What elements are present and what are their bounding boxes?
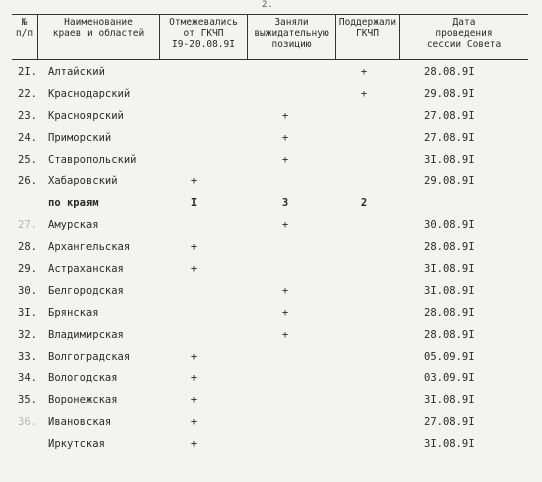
table-row [12, 128, 528, 150]
region-name: Алтайский [48, 66, 105, 78]
disassociated-mark: + [190, 438, 198, 451]
region-name: Воронежская [48, 394, 118, 407]
table-row [12, 259, 528, 281]
table-row [12, 434, 528, 456]
row-number: 36. [18, 416, 37, 429]
session-date: 27.08.9I [424, 416, 475, 429]
table-row [12, 237, 528, 259]
region-name: Ивановская [48, 416, 112, 429]
table-row [12, 62, 528, 84]
session-date: 29.08.9I [424, 175, 475, 188]
table-row [12, 412, 528, 434]
row-number: 23. [18, 109, 37, 122]
region-name: Владимирская [48, 328, 124, 341]
row-number: 32. [18, 328, 37, 341]
row-number: 3I. [18, 306, 37, 319]
region-name: Приморский [48, 131, 112, 144]
row-number: 30. [18, 284, 37, 297]
row-number: 25. [18, 153, 37, 166]
session-date: 3I.08.9I [424, 153, 475, 166]
session-date: 3I.08.9I [424, 394, 475, 407]
disassociated-mark: + [190, 394, 198, 407]
session-date: 30.08.9I [424, 219, 475, 232]
table-row [12, 368, 528, 390]
region-name: Вологодская [48, 372, 118, 385]
session-date: 28.08.9I [424, 66, 475, 78]
region-name: по краям [48, 197, 99, 210]
wait-and-see-mark: + [281, 328, 289, 341]
disassociated-mark: + [190, 175, 198, 188]
table-header [12, 14, 528, 60]
row-number: 34. [18, 372, 37, 385]
region-name: Хабаровский [48, 175, 118, 188]
wait-and-see-mark: + [281, 219, 289, 232]
session-date: 28.08.9I [424, 328, 475, 341]
session-date: 3I.08.9I [424, 438, 475, 451]
header-region-name: Наименование краев и областей [38, 15, 160, 59]
table-row [12, 281, 528, 303]
table-body [12, 62, 528, 456]
supported-mark: + [360, 66, 368, 78]
wait-and-see-mark: + [281, 306, 289, 319]
table-row [12, 215, 528, 237]
table-row [12, 325, 528, 347]
region-name: Архангельская [48, 241, 131, 254]
row-number: 24. [18, 131, 37, 144]
table-row [12, 303, 528, 325]
header-number: № п/п [12, 15, 38, 59]
table-row [12, 106, 528, 128]
session-date: 05.09.9I [424, 350, 475, 363]
row-number: 27. [18, 219, 37, 232]
session-date: 3I.08.9I [424, 284, 475, 297]
row-number: 2I. [18, 66, 37, 78]
region-name: Астраханская [48, 263, 124, 276]
table-row [12, 171, 528, 193]
row-number: 22. [18, 87, 37, 100]
session-date: 27.08.9I [424, 109, 475, 122]
page-number: 2. [262, 0, 273, 10]
header-wait-and-see: Заняли выжидательную позицию [248, 15, 336, 59]
region-name: Брянская [48, 306, 99, 319]
row-number: 29. [18, 263, 37, 276]
row-number: 35. [18, 394, 37, 407]
wait-and-see-mark: + [281, 131, 289, 144]
wait-and-see-mark: 3 [281, 197, 289, 210]
region-name: Краснодарский [48, 87, 131, 100]
table-row [12, 84, 528, 106]
region-name: Волгоградская [48, 350, 131, 363]
region-name: Красноярский [48, 109, 124, 122]
session-date: 29.08.9I [424, 87, 475, 100]
supported-mark: 2 [360, 197, 368, 210]
table-row-total [12, 193, 528, 215]
region-name: Иркутская [48, 438, 105, 451]
header-session-date: Дата проведения сессии Совета [426, 17, 502, 50]
supported-mark: + [360, 87, 368, 100]
region-name: Белгородская [48, 284, 124, 297]
wait-and-see-mark: + [281, 153, 289, 166]
session-date: 27.08.9I [424, 131, 475, 144]
table-row [12, 390, 528, 412]
wait-and-see-mark: + [281, 109, 289, 122]
disassociated-mark: I [190, 197, 198, 210]
table-row [12, 347, 528, 369]
row-number: 26. [18, 175, 37, 188]
row-number: 33. [18, 350, 37, 363]
session-date: 28.08.9I [424, 241, 475, 254]
session-date: 3I.08.9I [424, 263, 475, 276]
region-name: Ставропольский [48, 153, 137, 166]
header-disassociated: Отмежевались от ГКЧП I9-20.08.9I [160, 15, 248, 59]
disassociated-mark: + [190, 350, 198, 363]
disassociated-mark: + [190, 372, 198, 385]
table-row [12, 150, 528, 172]
session-date: 28.08.9I [424, 306, 475, 319]
region-name: Амурская [48, 219, 99, 232]
session-date: 03.09.9I [424, 372, 475, 385]
wait-and-see-mark: + [281, 284, 289, 297]
header-supported: Поддержали ГКЧП [336, 15, 400, 59]
disassociated-mark: + [190, 241, 198, 254]
row-number: 28. [18, 241, 37, 254]
disassociated-mark: + [190, 263, 198, 276]
disassociated-mark: + [190, 416, 198, 429]
